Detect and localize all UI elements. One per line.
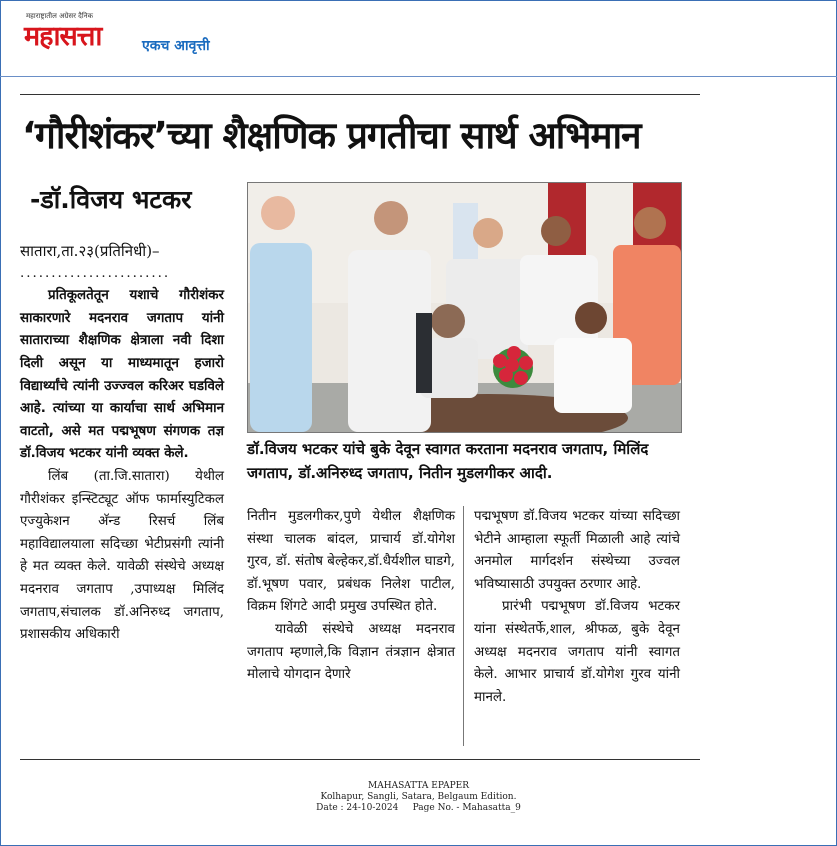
column-3 <box>474 506 680 709</box>
logo[interactable]: महासत्ता <box>24 21 102 52</box>
byline: -डॉ.विजय भटकर <box>30 185 192 214</box>
column-divider <box>463 506 464 746</box>
logo-tagline: महाराष्ट्रातील अग्रेसर दैनिक <box>26 12 93 20</box>
lead-paragraph: प्रतिकूलतेतून यशाचे गौरीशंकर साकारणारे मदनराव जगताप यांनी साताराच्या शैक्षणिक क्षेत्राला नवी दिशा दिली असून या माध्यमातून हजारो विद्यार्थ्यांचे त्यांनी उज्ज्वल करिअर घडविले आहे. त्यांच्या या कार्याचा सार्थ अभिमान वाटतो, असे मत पद्मभूषण संगणक तज्ञ डॉ.विजय भटकर यांनी व्यक्त केले. <box>20 288 224 462</box>
column-2 <box>247 506 455 687</box>
top-rule <box>20 94 700 95</box>
footer <box>0 781 837 814</box>
dateline-dots: ........................ <box>20 265 171 281</box>
footer-edition: Kolhapur, Sangli, Satara, Belgaum Edition. <box>320 792 517 802</box>
masthead <box>0 0 837 77</box>
photo-illustration <box>248 183 681 432</box>
paragraph: प्रारंभी पद्मभूषण डॉ.विजय भटकर यांना संस्थेतर्फे,शाल, श्रीफळ, बुके देवून अध्यक्ष मदनराव जगताप यांनी स्वागत केले. आभार प्राचार्य डॉ.योगेश गुरव यांनी मानले. <box>474 599 680 705</box>
footer-date: Date : 24-10-2024 Page No. - Mahasatta_9 <box>316 803 521 813</box>
edition-label: एकच आवृत्ती <box>142 38 210 54</box>
footer-title: MAHASATTA EPAPER <box>368 781 469 791</box>
bottom-rule <box>20 759 700 760</box>
paragraph: यावेळी संस्थेचे अध्यक्ष मदनराव जगताप म्हणाले,कि विज्ञान तंत्रज्ञान क्षेत्रात मोलाचे योगदान देणारे <box>247 621 455 683</box>
article-photo <box>247 182 682 433</box>
photo-caption: डॉ.विजय भटकर यांचे बुके देवून स्वागत करताना मदनराव जगताप, मिलिंद जगताप, डॉ.अनिरुध्द जगताप, नितीन मुडलगीकर आदी. <box>247 440 649 482</box>
column-1 <box>20 240 224 647</box>
paragraph: पद्मभूषण डॉ.विजय भटकर यांच्या सदिच्छा भेटीने आम्हाला स्फूर्ती मिळाली आहे त्यांचे अनमोल मार्गदर्शन संस्थेच्या उज्वल भविष्यासाठी उपयुक्त ठरणार आहे. <box>474 509 680 592</box>
dateline: सातारा,ता.२३(प्रतिनिधी)– <box>20 242 160 260</box>
paragraph: नितीन मुडलगीकर,पुणे येथील शैक्षणिक संस्था चालक बांदल, प्राचार्य डॉ.योगेश गुरव, डॉ. संतोष बेल्हेकर,डॉ.धैर्यशील घाडगे, डॉ.भूषण पवार, प्रबंधक निलेश पाटील, विक्रम शिंगटे आदी प्रमुख उपस्थित होते. <box>247 509 455 615</box>
paragraph: लिंब (ता.जि.सातारा) येथील गौरीशंकर इन्स्टिट्यूट ऑफ फार्मास्युटिकल एज्युकेशन अ‍ॅन्ड रिसर्च लिंब महाविद्यालयाला सदिच्छा भेटीप्रसंगी त्यांनी हे मत व्यक्त केले. यावेळी संस्थेचे अध्यक्ष मदनराव जगताप ,उपाध्यक्ष मिलिंद जगताप,संचालक डॉ.अनिरुध्द जगताप, प्रशासकीय अधिकारी <box>20 468 224 643</box>
headline: ‘गौरीशंकर’च्या शैक्षणिक प्रगतीचा सार्थ अभिमान <box>22 114 641 157</box>
